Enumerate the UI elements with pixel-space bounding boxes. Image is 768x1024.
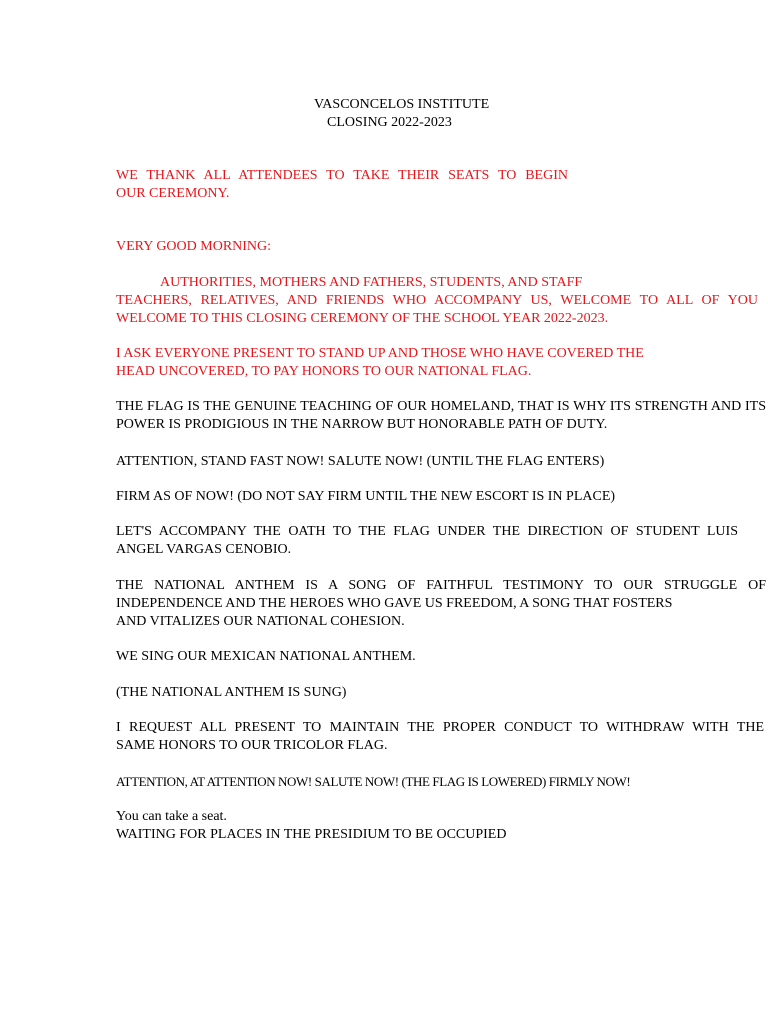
text-line: WAITING FOR PLACES IN THE PRESIDIUM TO BE OCCUPIED <box>116 827 507 842</box>
text-line: WELCOME TO THIS CLOSING CEREMONY OF THE SCHOOL YEAR 2022-2023. <box>116 311 609 326</box>
text-line: I ASK EVERYONE PRESENT TO STAND UP AND THOSE WHO HAVE COVERED THE <box>116 346 644 361</box>
text-line: SAME HONORS TO OUR TRICOLOR FLAG. <box>116 738 388 753</box>
text-line: (THE NATIONAL ANTHEM IS SUNG) <box>116 685 347 700</box>
paragraph-stand-up <box>116 345 766 381</box>
text-line: POWER IS PRODIGIOUS IN THE NARROW BUT HONORABLE PATH OF DUTY. <box>116 417 608 432</box>
paragraph-take-seat <box>116 808 766 844</box>
paragraph-flag-teaching <box>116 398 766 434</box>
text-line: LET'S ACCOMPANY THE OATH TO THE FLAG UNDER THE DIRECTION OF STUDENT LUIS <box>116 524 738 539</box>
paragraph-welcome-seats <box>116 167 568 203</box>
text-line: TEACHERS, RELATIVES, AND FRIENDS WHO ACCOMPANY US, WELCOME TO ALL OF YOU <box>116 293 758 308</box>
paragraph-flag-lowered <box>116 773 766 791</box>
paragraph-withdraw <box>116 719 764 755</box>
text-line: HEAD UNCOVERED, TO PAY HONORS TO OUR NATIONAL FLAG. <box>116 364 532 379</box>
paragraph-greeting <box>116 238 766 256</box>
text-line: THE NATIONAL ANTHEM IS A SONG OF FAITHFUL TESTIMONY TO OUR STRUGGLE OF <box>116 578 766 593</box>
paragraph-anthem-sung <box>116 684 766 702</box>
text-line: VERY GOOD MORNING: <box>116 239 272 254</box>
paragraph-oath <box>116 523 738 559</box>
text-line: I REQUEST ALL PRESENT TO MAINTAIN THE PROPER CONDUCT TO WITHDRAW WITH THE <box>116 720 764 735</box>
paragraph-anthem-testimony <box>116 577 766 631</box>
paragraph-sing-anthem <box>116 648 766 666</box>
text-line: AND VITALIZES OUR NATIONAL COHESION. <box>116 614 405 629</box>
paragraph-firm <box>116 488 766 506</box>
event-title: CLOSING 2022-2023 <box>327 115 452 130</box>
text-line: WE THANK ALL ATTENDEES TO TAKE THEIR SEATS TO BEGIN <box>116 168 568 183</box>
text-line: You can take a seat. <box>116 809 227 824</box>
text-line: WE SING OUR MEXICAN NATIONAL ANTHEM. <box>116 649 416 664</box>
paragraph-authorities <box>116 274 758 328</box>
paragraph-attention <box>116 453 766 471</box>
institution-title: VASCONCELOS INSTITUTE <box>314 97 490 112</box>
text-line: ATTENTION, AT ATTENTION NOW! SALUTE NOW! (THE FLAG IS LOWERED) FIRMLY NOW! <box>116 774 631 789</box>
text-line: THE FLAG IS THE GENUINE TEACHING OF OUR HOMELAND, THAT IS WHY ITS STRENGTH AND ITS <box>116 399 766 414</box>
text-line: AUTHORITIES, MOTHERS AND FATHERS, STUDENTS, AND STAFF <box>160 275 583 290</box>
text-line: OUR CEREMONY. <box>116 186 230 201</box>
text-line: ANGEL VARGAS CENOBIO. <box>116 542 292 557</box>
text-line: ATTENTION, STAND FAST NOW! SALUTE NOW! (UNTIL THE FLAG ENTERS) <box>116 454 605 469</box>
text-line: FIRM AS OF NOW! (DO NOT SAY FIRM UNTIL THE NEW ESCORT IS IN PLACE) <box>116 489 616 504</box>
text-line: INDEPENDENCE AND THE HEROES WHO GAVE US FREEDOM, A SONG THAT FOSTERS <box>116 596 673 611</box>
